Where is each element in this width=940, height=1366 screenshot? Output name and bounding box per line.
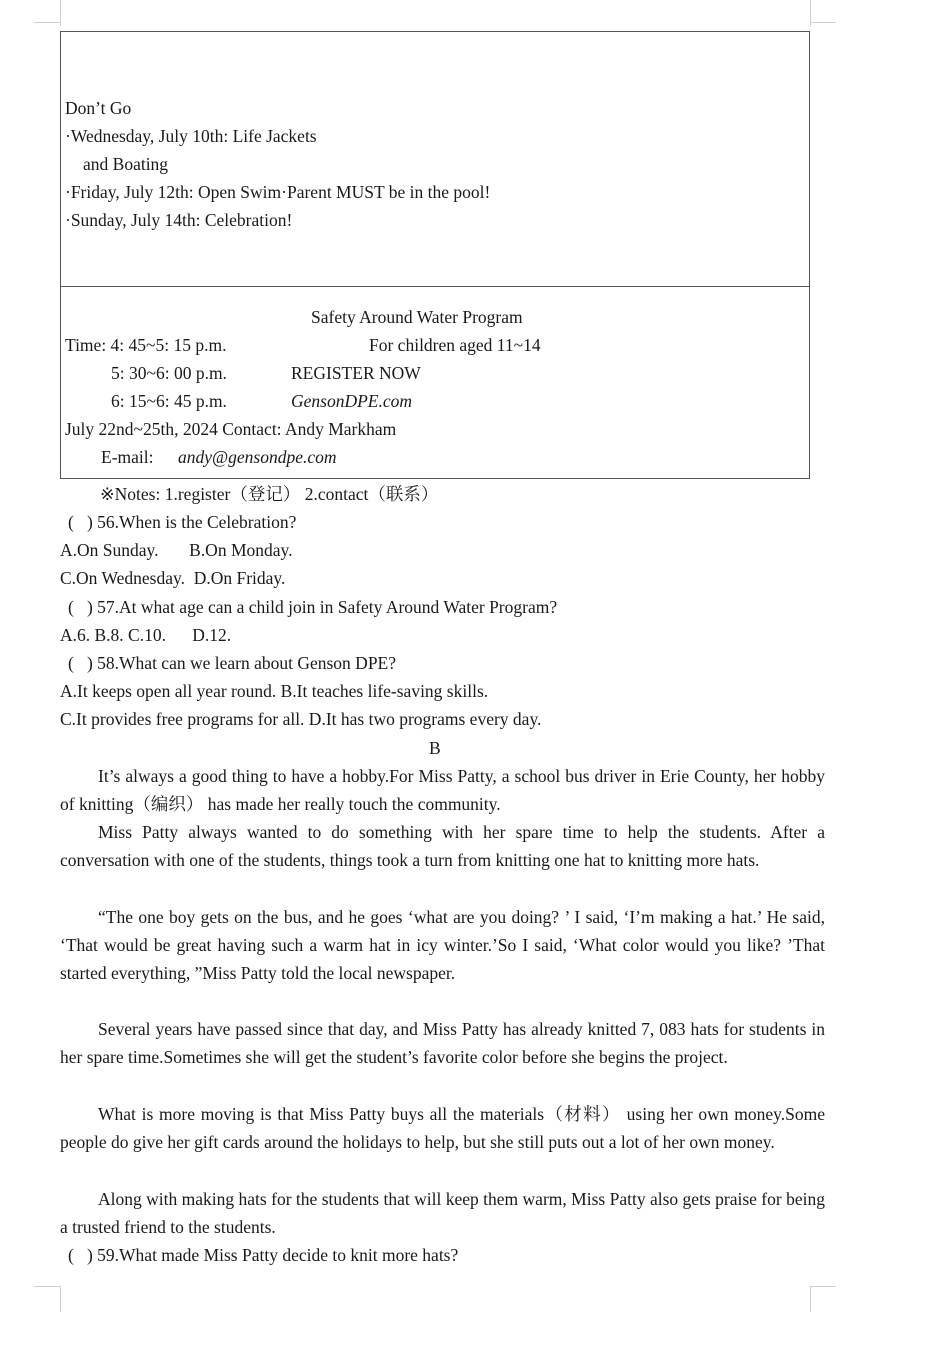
question-stem: ( ) 57.At what age can a child join in Safety Around Water Program? [68, 597, 558, 617]
program-website-link[interactable]: GensonDPE.com [291, 391, 413, 411]
program-ages: For children aged 11~14 [369, 335, 541, 355]
passage-paragraph: Along with making hats for the students that will keep them warm, Miss Patty also gets praise for being a trusted friend to the students. [60, 1189, 825, 1238]
passage-paragraph: What is more moving is that Miss Patty buys all the materials（材料） using her own money.Some people do give her gift cards around the holidays to help, but she still puts out a lot of her own money. [60, 1104, 825, 1153]
question-options: A.On Sunday. B.On Monday. [60, 540, 293, 560]
crop-mark [60, 1286, 61, 1312]
notice-item: and Boating [83, 154, 169, 174]
notice-item: ·Sunday, July 14th: Celebration! [65, 210, 293, 230]
crop-mark [60, 0, 61, 26]
program-title: Safety Around Water Program [311, 307, 523, 327]
program-email-label: E-mail: [101, 447, 154, 467]
question-options: C.It provides free programs for all. D.It has two programs every day. [60, 709, 542, 729]
passage-paragraph: “The one boy gets on the bus, and he goes ‘what are you doing? ’ I said, ‘I’m making a hat.’ He said, ‘That would be great having such a warm hat in icy winter.’So I said, ‘What color would you like? ’That started everything, ”Miss Patty told the local newspaper. [60, 907, 825, 984]
notice-box [60, 31, 810, 287]
question-options: A.It keeps open all year round. B.It teaches life-saving skills. [60, 681, 489, 701]
notice-item: ·Friday, July 12th: Open Swim·Parent MUST be in the pool! [65, 182, 491, 202]
crop-mark [810, 1286, 836, 1287]
program-email-link[interactable]: andy@gensondpe.com [178, 447, 337, 467]
program-box [60, 286, 810, 479]
question-stem: ( ) 56.When is the Celebration? [68, 512, 297, 532]
crop-mark [34, 22, 60, 23]
section-heading: B [429, 738, 441, 758]
program-time-3: 6: 15~6: 45 p.m. [111, 391, 227, 411]
notice-title: Don’t Go [65, 98, 132, 118]
crop-mark [810, 1286, 811, 1312]
crop-mark [34, 1286, 60, 1287]
program-time-2: 5: 30~6: 00 p.m. [111, 363, 227, 383]
passage-paragraph: Several years have passed since that day, and Miss Patty has already knitted 7, 083 hats for students in her spare time.Sometimes she will get the student’s favorite color before she begins the project. [60, 1019, 825, 1068]
notice-item: ·Wednesday, July 10th: Life Jackets [65, 126, 317, 146]
program-register: REGISTER NOW [291, 363, 421, 383]
question-options: C.On Wednesday. D.On Friday. [60, 568, 286, 588]
passage-paragraph: Miss Patty always wanted to do something with her spare time to help the students. After a conversation with one of the students, things took a turn from knitting one hat to knitting more hats. [60, 822, 825, 871]
program-dates-contact: July 22nd~25th, 2024 Contact: Andy Markham [65, 419, 397, 439]
question-stem: ( ) 58.What can we learn about Genson DPE? [68, 653, 397, 673]
crop-mark [810, 22, 836, 23]
program-time-1: Time: 4: 45~5: 15 p.m. [65, 335, 227, 355]
notes: ※Notes: 1.register（登记） 2.contact（联系） [100, 484, 439, 504]
passage-paragraph: It’s always a good thing to have a hobby.For Miss Patty, a school bus driver in Erie County, her hobby of knitting（编织） has made her really touch the community. [60, 766, 825, 815]
question-stem: ( ) 59.What made Miss Patty decide to knit more hats? [68, 1245, 459, 1265]
question-options: A.6. B.8. C.10. D.12. [60, 625, 232, 645]
